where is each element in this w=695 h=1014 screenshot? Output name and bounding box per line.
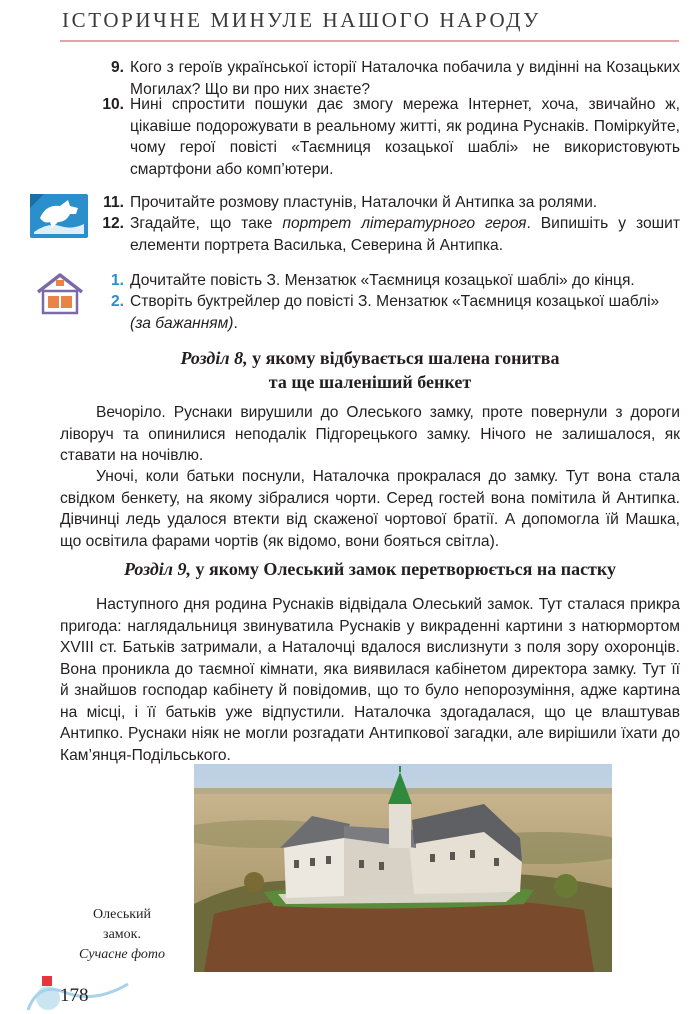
header-rule	[60, 40, 679, 42]
homework-1	[92, 270, 680, 292]
section-8-paragraph-1: Вечоріло. Руснаки вирушили до Олеського замку, проте повернули з дороги ліворуч та опинилися неподалік Підгорецького замку. Нічого не залишалося, як ставати на ночівлю.	[60, 404, 680, 464]
question-number: 12.	[102, 215, 124, 232]
homework-house-icon	[34, 272, 86, 316]
page-number: 178	[60, 985, 89, 1006]
caption-line: замок.	[103, 927, 141, 942]
homework-note: (за бажанням)	[130, 314, 234, 332]
question-number: 10.	[102, 96, 124, 113]
question-11	[92, 192, 680, 214]
question-term: портрет літературного героя	[282, 215, 527, 232]
running-header: ІСТОРИЧНЕ МИНУЛЕ НАШОГО НАРОДУ	[62, 8, 541, 32]
section-8-label: Розділ 8,	[180, 348, 248, 368]
section-8-title-line1: у якому відбувається шалена гонитва	[247, 348, 560, 368]
section-9-title	[60, 557, 680, 581]
question-number: 9.	[110, 59, 124, 76]
question-text: Нині спростити пошуки дає змогу мережа Інтернет, хоча, звичайно ж, цікавіше подорожувати в реальному житті, як родина Руснаків. Поміркуйте, чому герої повісті «Таємниця козацької шаблі» не використовують смартфони або комп’ютери.	[130, 96, 680, 178]
question-12	[92, 213, 680, 256]
question-text: Кого з героїв української історії Наталочка побачила у видінні на Козацьких Могилах? Що ви про них знаєте?	[130, 59, 680, 98]
horse-icon	[30, 194, 88, 238]
caption-line: Сучасне фото	[79, 947, 165, 962]
question-text-part: Згадайте, що таке	[130, 215, 283, 232]
homework-text-main: Створіть буктрейлер до повісті З. Мензатюк «Таємниця козацької шаблі»	[130, 293, 660, 310]
section-9-title-rest: у якому Олеський замок перетворюється на пастку	[191, 559, 617, 579]
homework-end: .	[233, 314, 238, 332]
homework-text	[130, 291, 680, 334]
homework-number: 1.	[110, 272, 124, 289]
photo-caption	[62, 905, 182, 965]
homework-number: 2.	[110, 293, 124, 310]
homework-text: Дочитайте повість З. Мензатюк «Таємниця козацької шаблі» до кінця.	[130, 272, 635, 289]
question-text: Прочитайте розмову пластунів, Наталочки й Антипка за ролями.	[130, 194, 598, 211]
homework-2	[92, 291, 680, 334]
section-9-label: Розділ 9,	[123, 559, 192, 579]
question-text	[130, 213, 680, 256]
section-8-title-line2: та ще шаленіший бенкет	[268, 372, 472, 392]
caption-line: Олеський	[92, 907, 152, 922]
section-9-paragraph: Наступного дня родина Руснаків відвідала Олеський замок. Тут сталася прикра пригода: наглядальниця звинуватила Руснаків у викраденні картини з натюрмортом XVIII ст. Батьків затримали, а Наталочці вдалося вислизнути з поля зору охоронців. Вона проникла до таємної кімнати, яка виявилася кабінетом директора замку. Тут її й знайшов господар кабінету й повідомив, що то було непорозуміння, адже картина на місці, і її батьків уже відпустили. Наталочка здогадалася, що це влаштував Антипко. Руснаки ніяк не могли розгадати Антипкової загадки, але вирішили їхати до Кам’янця-Подільського.	[60, 596, 680, 764]
olesko-castle-photo	[194, 764, 612, 972]
section-8-title	[60, 346, 680, 394]
question-text-part: . Випишіть у зошит елементи портрета Василька, Северина й Антипка.	[130, 215, 680, 254]
question-10	[92, 94, 680, 180]
question-number: 11.	[103, 194, 124, 211]
section-8-paragraph-2: Уночі, коли батьки поснули, Наталочка прокралася до замку. Тут вона стала свідком бенкету, на якому зібралися чорти. Серед гостей вона помітила й Антипка. Дівчинці ледь удалося втекти від скаженої чортової братії. А допомогла їй Машка, що освітила фарами чортів (як відомо, вони бояться світла).	[60, 468, 680, 550]
